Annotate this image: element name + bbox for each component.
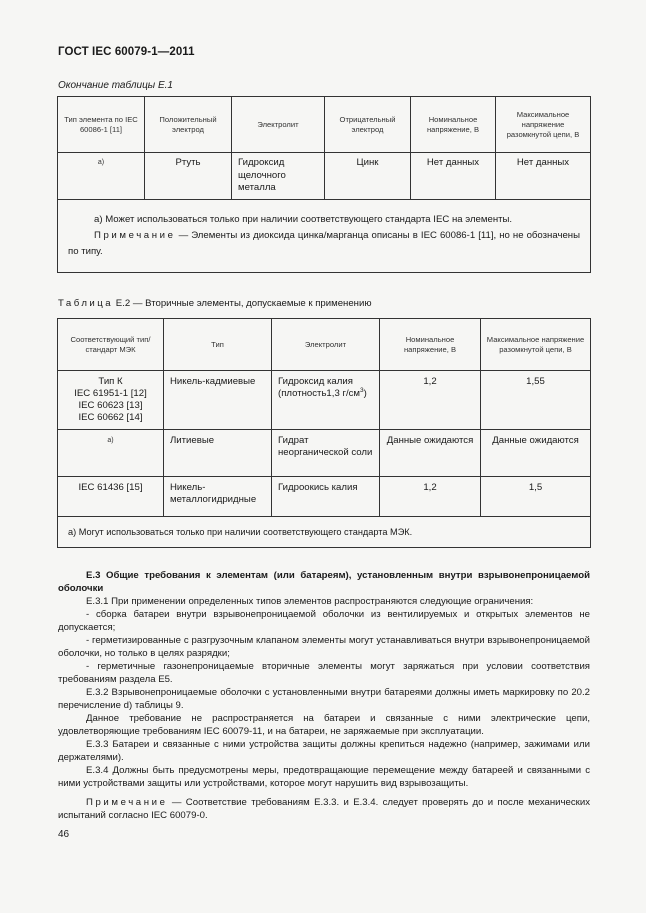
cell-type: Никель-кадмиевые — [164, 371, 272, 430]
cell-nominal: 1,2 — [380, 477, 481, 517]
standard-line: IEC 60623 [13] — [78, 400, 143, 411]
paragraph: - сборка батареи внутри взрывонепроницаемой оболочки из вентилируемых и открытых элементов не допускается; — [58, 609, 590, 633]
table-note — [68, 228, 580, 260]
note-text: — Соответствие требованиям Е.3.3. и Е.3.4. следует проверять до и после механических испытаний согласно IEC 60079-0. — [58, 797, 590, 821]
section-e3 — [58, 569, 590, 822]
paragraph: Данное требование не распространяется на батареи и связанные с ними электрические цепи, удовлетворяющие требованиям IEC 60079-11, и на батареи, не заряжаемые при эксплуатации. — [58, 713, 590, 737]
cell-nominal: Нет данных — [411, 153, 496, 200]
header-cell: Номинальное напряжение, В — [411, 97, 496, 153]
table-row — [58, 371, 591, 430]
header-cell: Электролит — [232, 97, 325, 153]
table2-caption — [58, 298, 372, 309]
header-cell: Соответствующий тип/стандарт МЭК — [58, 319, 164, 371]
cell-max: Нет данных — [496, 153, 591, 200]
standard-line: IEC 61951-1 [12] — [74, 388, 147, 399]
cell-max: 1,5 — [481, 477, 591, 517]
table1-caption: Окончание таблицы Е.1 — [58, 80, 173, 91]
note-label: Примечание — [94, 229, 176, 241]
electrolyte-end: ) — [363, 388, 367, 399]
table-footer-row — [58, 517, 591, 548]
paragraph: Е.3.1 При применении определенных типов элементов распространяются следующие ограничения: — [86, 596, 534, 607]
table2-caption-text: Е.2 — Вторичные элементы, допускаемые к применению — [113, 298, 372, 309]
header-cell: Максимальное напряжение разомкнутой цепи, В — [496, 97, 591, 153]
header-cell: Тип — [164, 319, 272, 371]
paragraph: Е.3.2 Взрывонепроницаемые оболочки с установленными внутри батареями должны иметь маркировку по 20.2 перечисление d) таблицы 9. — [58, 687, 590, 711]
table-header-row — [58, 319, 591, 371]
electrolyte-text: Гидроксид калия (плотность1,3 г/см — [278, 376, 360, 399]
table2-caption-label: Таблица — [58, 298, 114, 309]
cell-electrolyte — [272, 371, 380, 430]
standard-line: Тип К — [98, 376, 123, 387]
header-cell: Номинальное напряжение, В — [380, 319, 481, 371]
paragraph: - герметизированные с разгрузочным клапаном элементы могут устанавливаться внутри взрывонепроницаемой оболочки, но только в целях разрядки; — [58, 635, 590, 659]
header-cell: Тип элемента по IEC 60086-1 [11] — [58, 97, 145, 153]
header-cell: Положительный электрод — [145, 97, 232, 153]
cell-standard: а) — [58, 430, 164, 477]
note-text: — Элементы из диоксида цинка/марганца описаны в IEC 60086-1 [11], но не обозначены по типу. — [68, 229, 580, 257]
cell-type: Литиевые — [164, 430, 272, 477]
header-cell: Максимальное напряжение разомкнутой цепи, В — [481, 319, 591, 371]
cell-electrolyte: Гидроксид щелочного металла — [232, 153, 325, 200]
cell-electrolyte: Гидрат неорганической соли — [272, 430, 380, 477]
standard-line: IEC 60662 [14] — [78, 412, 143, 423]
header-cell: Электролит — [272, 319, 380, 371]
table-footer-row — [58, 199, 591, 272]
cell-type: а) — [58, 153, 145, 200]
header-cell: Отрицательный электрод — [325, 97, 411, 153]
footnote: а) Может использоваться только при наличии соответствующего стандарта IEC на элементы. — [94, 213, 513, 225]
section-heading: Е.3 Общие требования к элементам (или батареям), установленным внутри взрывонепроницаемой оболочки — [58, 570, 590, 594]
paragraph: - герметичные газонепроницаемые вторичные элементы могут заряжаться при условии соответствия требованиям раздела Е5. — [58, 661, 590, 685]
cell-negative: Цинк — [325, 153, 411, 200]
cell-standard — [58, 371, 164, 430]
section-note — [58, 796, 590, 822]
table-e1-end — [57, 96, 591, 273]
cell-nominal: Данные ожидаются — [380, 430, 481, 477]
table-header-row — [58, 97, 591, 153]
cell-nominal: 1,2 — [380, 371, 481, 430]
paragraph: Е.3.3 Батареи и связанные с ними устройства защиты должны крепиться надежно (например, зажимами или держателями). — [58, 739, 590, 763]
cell-electrolyte: Гидроокись калия — [272, 477, 380, 517]
cell-type: Никель-металлогидридные — [164, 477, 272, 517]
footnote: а) Могут использоваться только при наличии соответствующего стандарта МЭК. — [58, 517, 591, 548]
cell-positive: Ртуть — [145, 153, 232, 200]
note-label: Примечание — [86, 797, 168, 808]
paragraph: Е.3.4 Должны быть предусмотрены меры, предотвращающие перемещение между батареей и связанными с ними устройствами защиты или устройствами, которое могут нарушить вид взрывозащиты. — [58, 765, 590, 789]
cell-standard: IEC 61436 [15] — [58, 477, 164, 517]
document-header: ГОСТ IEC 60079-1—2011 — [58, 46, 195, 58]
table-footer — [58, 199, 591, 272]
table-e2 — [57, 318, 591, 548]
cell-max: Данные ожидаются — [481, 430, 591, 477]
page-number: 46 — [58, 829, 70, 840]
table-row — [58, 430, 591, 477]
table-row — [58, 477, 591, 517]
table-row — [58, 153, 591, 200]
electrolyte-superscript: 3 — [360, 386, 364, 394]
cell-max: 1,55 — [481, 371, 591, 430]
